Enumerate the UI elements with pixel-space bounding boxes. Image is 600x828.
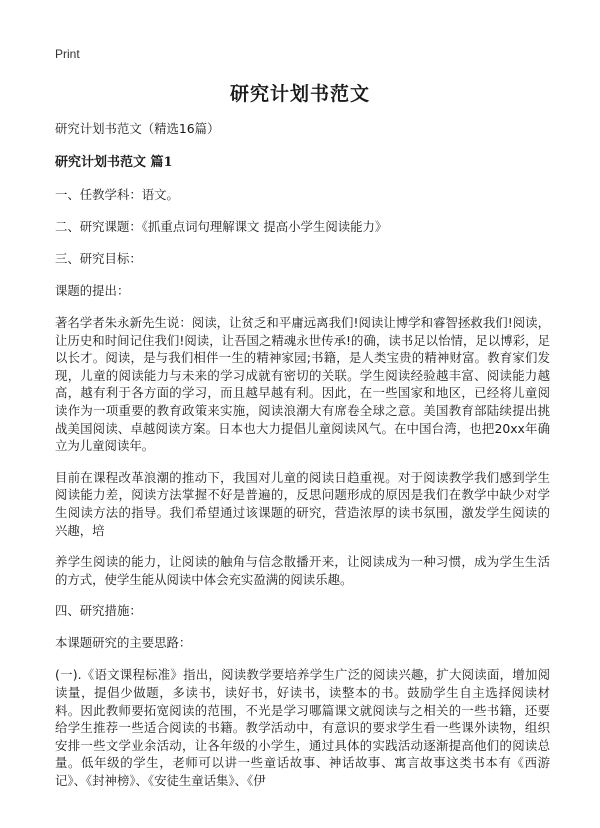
document-body <box>55 120 550 803</box>
paragraph-ideas-heading: 本课题研究的主要思路： <box>55 635 192 651</box>
paragraph-goal-heading: 三、研究目标： <box>55 251 142 266</box>
paragraph-curriculum: (一).《语文课程标准》指出，阅读教学要培养学生广泛的阅读兴趣，扩大阅读面，增加阅读量，提倡少做题，多读书，读好书，好读书，读整本的书。鼓励学生自主选择阅读材料。因此教师要拓宽阅读的范围，不光是学习哪篇课文就阅读与之相关的一些书籍，还要给学生推荐一些适合阅读的书籍。教学活动中，有意识的要求学生看一些课外读物，组织安排一些文学业余活动，让各年级的小学生，通过具体的实践活动逐渐提高他们的阅读总量。低年级的学生，老师可以讲一些童话故事、神话故事、寓言故事这类书本有《西游记》、《封神榜》、《安徒生童话集》、《伊 <box>55 667 550 788</box>
paragraph-current-state: 目前在课程改革浪潮的推动下，我国对儿童的阅读日趋重视。对于阅读教学我们感到学生阅读能力差，阅读方法掌握不好是普遍的，反思问题形成的原因是我们在教学中缺少对学生阅读方法的指导。我们希望通过该课题的研究，营造浓厚的读书氛围，激发学生阅读的兴趣，培 <box>55 469 550 538</box>
paragraph-cultivate: 养学生阅读的能力，让阅读的触角与信念散播开来，让阅读成为一种习惯，成为学生生活的方式，使学生能从阅读中体会充实盈满的阅读乐趣。 <box>55 554 550 587</box>
document-title: 研究计划书范文 <box>229 83 370 105</box>
paragraph-reading-quote: 著名学者朱永新先生说：阅读，让贫乏和平庸远离我们!阅读让博学和睿智拯救我们!阅读，让历史和时间记住我们!阅读，让吾国之精魂永世传承!的确，读书足以怡情，足以博彩，足以长才。阅读，是与我们相伴一生的精神家园;书籍，是人类宝贵的精神财富。教育家们发现，儿童的阅读能力与未来的学习成就有密切的关联。学生阅读经验越丰富、阅读能力越高，越有利于各方面的学习，而且越早越有利。因此，在一些国家和地区，已经将儿童阅读作为一项重要的教育政策来实施，阅读浪潮大有席卷全球之意。美国教育部陆续提出挑战美国阅读、卓越阅读方案。日本也大力提倡儿童阅读风气。在中国台湾，也把20xx年确立为儿童阅读年。 <box>55 315 550 454</box>
section-heading: 研究计划书范文 篇1 <box>55 155 173 170</box>
document-subtitle: 研究计划书范文（精选16篇） <box>55 121 220 136</box>
paragraph-measures-heading: 四、研究措施： <box>55 603 142 619</box>
paragraph-topic: 二、研究课题：《抓重点词句理解课文 提高小学生阅读能力》 <box>55 219 388 234</box>
print-label[interactable]: Print <box>55 47 80 61</box>
paragraph-subject: 一、任教学科：语文。 <box>55 187 179 202</box>
paragraph-origin-heading: 课题的提出： <box>55 283 130 298</box>
